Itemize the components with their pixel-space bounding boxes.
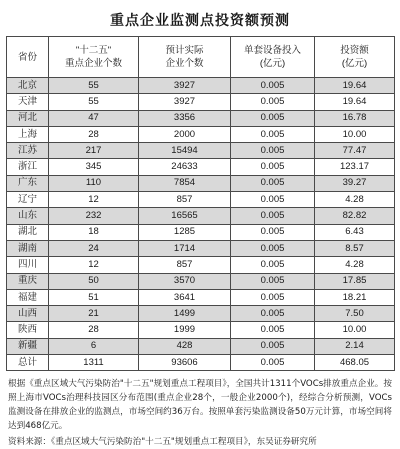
- cell-enterprises: 47: [49, 110, 139, 126]
- cell-unit: 0.005: [231, 110, 315, 126]
- cell-estimated: 7854: [139, 175, 231, 191]
- cell-unit: 0.005: [231, 322, 315, 338]
- cell-estimated: 1499: [139, 306, 231, 322]
- cell-unit: 0.005: [231, 257, 315, 273]
- cell-unit: 0.005: [231, 143, 315, 159]
- cell-estimated: 93606: [139, 355, 231, 371]
- table-row: [7, 78, 395, 94]
- cell-investment: 18.21: [315, 289, 395, 305]
- table-row: [7, 110, 395, 126]
- cell-province: 辽宁: [7, 192, 49, 208]
- cell-unit: 0.005: [231, 78, 315, 94]
- cell-estimated: 24633: [139, 159, 231, 175]
- cell-investment: 10.00: [315, 322, 395, 338]
- cell-unit: 0.005: [231, 126, 315, 142]
- cell-investment: 19.64: [315, 94, 395, 110]
- cell-estimated: 1285: [139, 224, 231, 240]
- cell-estimated: 15494: [139, 143, 231, 159]
- cell-investment: 6.43: [315, 224, 395, 240]
- header-unit-investment: 单套设备投入 (亿元): [231, 37, 315, 78]
- cell-investment: 8.57: [315, 240, 395, 256]
- table-row: [7, 224, 395, 240]
- investment-table: [6, 36, 395, 371]
- cell-province: 四川: [7, 257, 49, 273]
- cell-investment: 10.00: [315, 126, 395, 142]
- table-row: [7, 126, 395, 142]
- cell-province: 湖南: [7, 240, 49, 256]
- header-province: 省份: [7, 37, 49, 78]
- cell-enterprises: 217: [49, 143, 139, 159]
- cell-province: 重庆: [7, 273, 49, 289]
- table-row: [7, 240, 395, 256]
- table-row: [7, 94, 395, 110]
- cell-enterprises: 28: [49, 126, 139, 142]
- cell-estimated: 428: [139, 338, 231, 354]
- cell-unit: 0.005: [231, 240, 315, 256]
- cell-enterprises: 28: [49, 322, 139, 338]
- cell-estimated: 2000: [139, 126, 231, 142]
- cell-unit: 0.005: [231, 355, 315, 371]
- cell-estimated: 1999: [139, 322, 231, 338]
- cell-unit: 0.005: [231, 94, 315, 110]
- cell-province: 天津: [7, 94, 49, 110]
- cell-enterprises: 18: [49, 224, 139, 240]
- cell-estimated: 1714: [139, 240, 231, 256]
- cell-enterprises: 24: [49, 240, 139, 256]
- notes-paragraph: 根据《重点区域大气污染防治"十二五"规划重点工程项目》，全国共计1311个VOCs排放重点企业。按照上海市VOCs治理科技园区分布范围(重点企业28个，一般企业2000个)，经综合分析预测，VOCs监测设备在排放企业的监测点，市场空间约36万台。按照单套污染监测设备50万元计算，市场空间将达到468亿元。: [8, 379, 392, 432]
- cell-investment: 39.27: [315, 175, 395, 191]
- cell-investment: 82.82: [315, 208, 395, 224]
- header-estimated: 预计实际 企业个数: [139, 37, 231, 78]
- cell-unit: 0.005: [231, 273, 315, 289]
- cell-enterprises: 6: [49, 338, 139, 354]
- header-investment: 投资额 (亿元): [315, 37, 395, 78]
- cell-enterprises: 345: [49, 159, 139, 175]
- cell-province: 北京: [7, 78, 49, 94]
- cell-unit: 0.005: [231, 192, 315, 208]
- cell-estimated: 3927: [139, 78, 231, 94]
- table-row: [7, 322, 395, 338]
- cell-investment: 4.28: [315, 192, 395, 208]
- cell-enterprises: 51: [49, 289, 139, 305]
- cell-investment: 7.50: [315, 306, 395, 322]
- table-row: [7, 175, 395, 191]
- cell-province: 山西: [7, 306, 49, 322]
- cell-unit: 0.005: [231, 338, 315, 354]
- cell-unit: 0.005: [231, 289, 315, 305]
- cell-unit: 0.005: [231, 159, 315, 175]
- table-row: [7, 192, 395, 208]
- cell-investment: 77.47: [315, 143, 395, 159]
- table-row: [7, 143, 395, 159]
- cell-estimated: 16565: [139, 208, 231, 224]
- cell-estimated: 857: [139, 192, 231, 208]
- table-body: [7, 78, 395, 371]
- table-row-total: [7, 355, 395, 371]
- cell-investment: 16.78: [315, 110, 395, 126]
- table-header: [7, 37, 395, 78]
- cell-province: 陕西: [7, 322, 49, 338]
- cell-estimated: 857: [139, 257, 231, 273]
- table-row: [7, 338, 395, 354]
- cell-investment: 468.05: [315, 355, 395, 371]
- cell-enterprises: 110: [49, 175, 139, 191]
- cell-unit: 0.005: [231, 306, 315, 322]
- table-row: [7, 273, 395, 289]
- cell-province: 河北: [7, 110, 49, 126]
- cell-enterprises: 12: [49, 192, 139, 208]
- cell-estimated: 3927: [139, 94, 231, 110]
- cell-investment: 4.28: [315, 257, 395, 273]
- cell-province: 浙江: [7, 159, 49, 175]
- cell-investment: 19.64: [315, 78, 395, 94]
- cell-enterprises: 12: [49, 257, 139, 273]
- cell-unit: 0.005: [231, 224, 315, 240]
- cell-province: 湖北: [7, 224, 49, 240]
- source-line: 资料来源：《重点区域大气污染防治"十二五"规划重点工程项目》，东吴证券研究所: [8, 437, 317, 448]
- table-row: [7, 257, 395, 273]
- header-enterprises: "十二五" 重点企业个数: [49, 37, 139, 78]
- cell-province: 总计: [7, 355, 49, 371]
- cell-investment: 2.14: [315, 338, 395, 354]
- cell-province: 福建: [7, 289, 49, 305]
- cell-enterprises: 1311: [49, 355, 139, 371]
- table-row: [7, 159, 395, 175]
- table-row: [7, 208, 395, 224]
- cell-enterprises: 232: [49, 208, 139, 224]
- page-title: 重点企业监测点投资额预测: [110, 13, 290, 29]
- cell-enterprises: 55: [49, 94, 139, 110]
- cell-province: 山东: [7, 208, 49, 224]
- cell-estimated: 3641: [139, 289, 231, 305]
- cell-investment: 123.17: [315, 159, 395, 175]
- cell-investment: 17.85: [315, 273, 395, 289]
- cell-province: 上海: [7, 126, 49, 142]
- table-row: [7, 306, 395, 322]
- cell-province: 江苏: [7, 143, 49, 159]
- cell-province: 新疆: [7, 338, 49, 354]
- table-row: [7, 289, 395, 305]
- cell-province: 广东: [7, 175, 49, 191]
- cell-enterprises: 55: [49, 78, 139, 94]
- cell-unit: 0.005: [231, 175, 315, 191]
- cell-enterprises: 50: [49, 273, 139, 289]
- cell-unit: 0.005: [231, 208, 315, 224]
- cell-estimated: 3356: [139, 110, 231, 126]
- cell-estimated: 3570: [139, 273, 231, 289]
- cell-enterprises: 21: [49, 306, 139, 322]
